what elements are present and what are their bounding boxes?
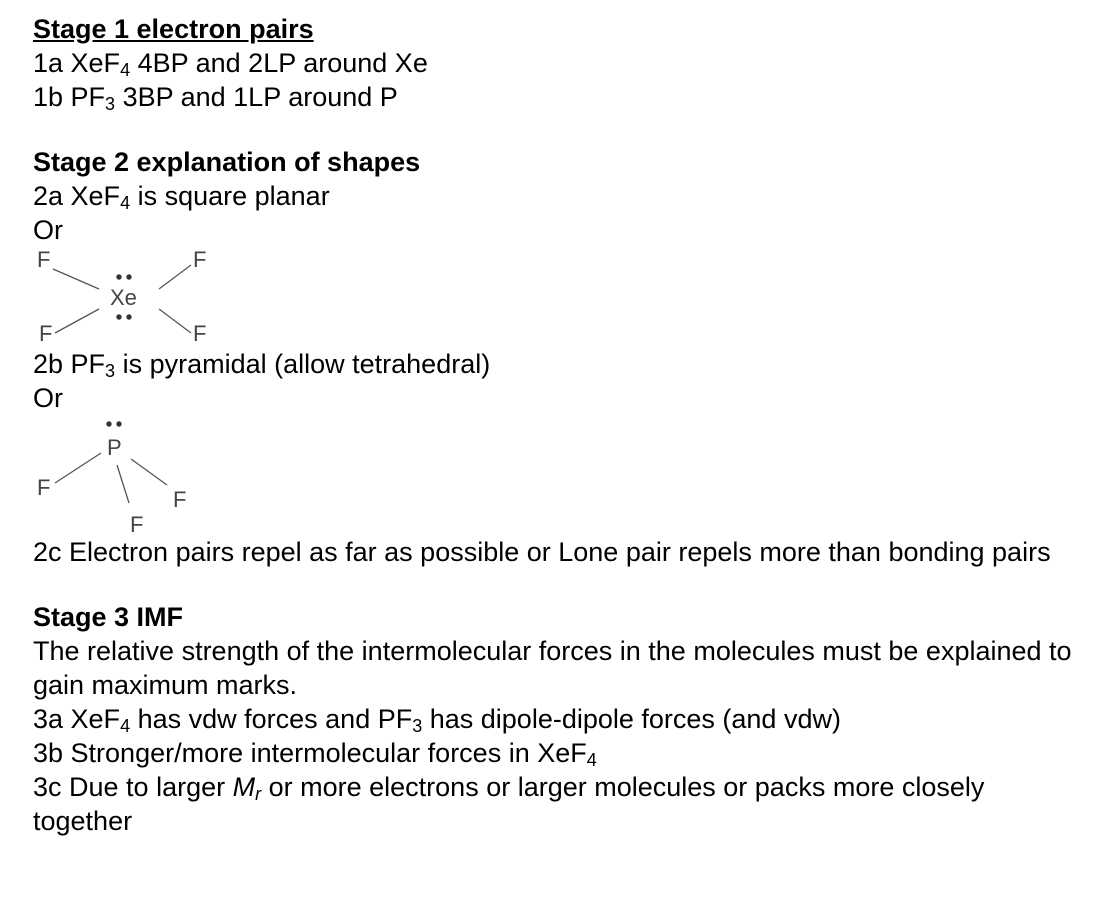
- or-label: Or: [33, 215, 63, 245]
- line-2a: 2a XeF$_4$ is square planar: [33, 181, 330, 213]
- bond-bottom-right: [159, 309, 191, 333]
- stage-2-heading: Stage 2 explanation of shapes: [33, 147, 421, 177]
- line-2b: 2b $PF_3$ is pyramidal (allow tetrahedral): [33, 349, 491, 381]
- line-3c: 3c Due to larger $M_r$ or more electrons or larger molecules or packs more closely together: [33, 772, 985, 836]
- pf3-structure-diagram: [33, 415, 223, 535]
- lone-pair-top: [106, 421, 121, 426]
- fluorine-atom-bottom-left: F: [39, 321, 53, 346]
- fluorine-atom-right: F: [173, 487, 187, 512]
- line-1a: 1a XeF$_4$ 4BP and 2LP around Xe: [33, 48, 428, 80]
- line-3a: 3a XeF$_4$ has vdw forces and $PF_3$ has dipole-dipole forces (and vdw): [33, 704, 841, 736]
- lone-pair-bottom: [116, 314, 131, 319]
- line-3b: 3b Stronger/more intermolecular forces in XeF$_4$: [33, 738, 597, 770]
- phosphorus-atom: P: [107, 435, 122, 460]
- xef4-structure-diagram: [33, 247, 223, 347]
- line-2c: 2c Electron pairs repel as far as possible or Lone pair repels more than bonding pairs: [33, 537, 1051, 567]
- stage-1-heading: Stage 1 electron pairs: [33, 14, 314, 44]
- fluorine-atom-left: F: [37, 475, 51, 500]
- bond-right: [131, 459, 167, 485]
- relative-molecular-mass-symbol: $M_r$: [232, 772, 262, 804]
- xenon-atom: Xe: [110, 285, 137, 310]
- fluorine-atom-bottom-right: F: [193, 321, 207, 346]
- bond-bottom-left: [55, 309, 99, 333]
- fluorine-atom-bottom: F: [130, 512, 144, 535]
- imf-intro: The relative strength of the intermolecular forces in the molecules must be explained to gain maximum marks.: [33, 636, 1072, 700]
- fluorine-atom-top-left: F: [37, 247, 51, 272]
- line-1b: 1b $PF_3$ 3BP and 1LP around P: [33, 82, 398, 114]
- bond-top-right: [159, 265, 191, 289]
- stage-3-heading: Stage 3 IMF: [33, 602, 184, 632]
- lone-pair-top: [116, 274, 131, 279]
- bond-left: [55, 453, 101, 483]
- or-label: Or: [33, 383, 63, 413]
- bond-top-left: [53, 269, 99, 289]
- fluorine-atom-top-right: F: [193, 247, 207, 272]
- bond-bottom: [117, 465, 129, 503]
- mark-scheme-document: [33, 12, 1083, 838]
